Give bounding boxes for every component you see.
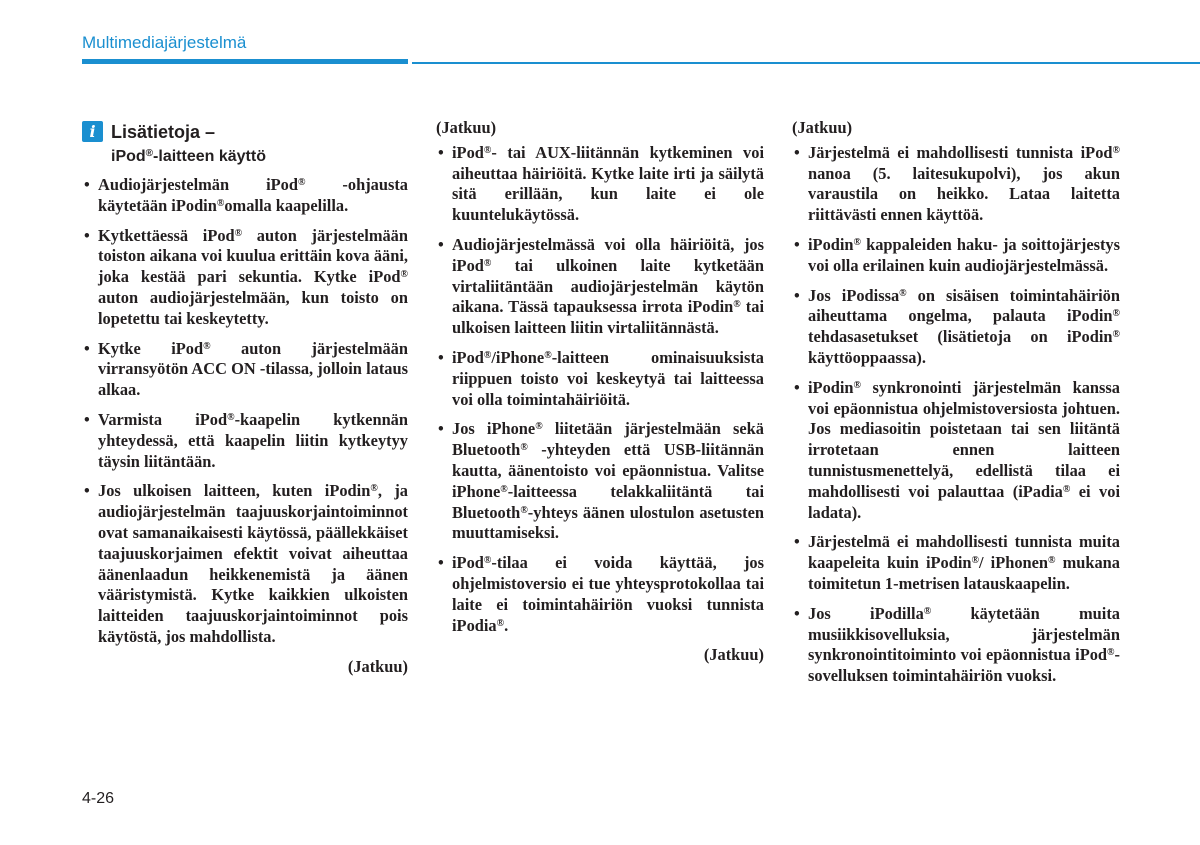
column-1 [82,118,408,678]
bullet-item: • Kytke iPod® auton järjestelmään virransyötön ACC ON -tilassa, jolloin lataus alkaa. [82,339,408,401]
bullet-list [436,143,764,637]
continued-label: (Jatkuu) [347,656,408,676]
bullet-item: • Jos iPodilla® käytetään muita musiikkisovelluksia, järjestelmän synkronointitoiminto voi epäonnistua iPod®-sovelluksen toimintahäiriön vuoksi. [792,604,1120,687]
bullet-item: • iPod®- tai AUX-liitännän kytkeminen voi aiheuttaa häiriöitä. Kytke laite irti ja säilytä sitä erillään, kun laite ei ole kuuntelukäytössä. [436,143,764,226]
header-rule-thick [82,59,408,64]
bullet-item: • iPodin® kappaleiden haku- ja soittojärjestys voi olla erilainen kuin audiojärjestelmässä. [792,235,1120,277]
bullet-list [792,143,1120,687]
section-title: Multimediajärjestelmä [82,33,247,52]
bullet-item: • iPod®/iPhone®-laitteen ominaisuuksista riippuen toisto voi keskeytyä tai laitteessa voi olla toimintahäiriöitä. [436,348,764,410]
bullet-item: • Jos iPhone® liitetään järjestelmään sekä Bluetooth® -yhteyden että USB-liitännän kautta, äänentoisto voi epäonnistua. Valitse iPhone®-laitteessa telakkaliitäntä tai Bluetooth®-yhteys äänen ulostulon asetusten muuttamiseksi. [436,419,764,544]
bullet-item: • Audiojärjestelmässä voi olla häiriöitä, jos iPod® tai ulkoinen laite kytketään virtaliitäntään audiojärjestelmän käytön aikana. Tässä tapauksessa irrota iPodin® tai ulkoisen laitteen liitin virtaliitännästä. [436,235,764,339]
bullet-item: • Audiojärjestelmän iPod® -ohjausta käytetään iPodin®omalla kaapelilla. [82,175,408,217]
bullet-item: • Kytkettäessä iPod® auton järjestelmään toiston aikana voi kuulua erittäin kova ääni, joka kestää pari sekuntia. Kytke iPod® auton audiojärjestelmään, kun toisto on lopetettu tai keskeytetty. [82,226,408,330]
continued-label-top: (Jatkuu) [792,118,853,137]
bullet-item: • iPodin® synkronointi järjestelmän kanssa voi epäonnistua ohjelmistoversiosta johtuen. Jos mediasoitin poistetaan tai sen liitäntä irrotetaan ennen laitteen tunnistusmenettelyä, edellistä tilaa ei mahdollisesti voi palauttaa (iPadia® ei voi ladata). [792,378,1120,524]
info-subtitle: iPod®-laitteen käyttö [111,148,266,165]
continued-label: (Jatkuu) [703,645,764,665]
page-number: 4-26 [82,790,115,807]
bullet-item: • Jos ulkoisen laitteen, kuten iPodin®, ja audiojärjestelmän taajuuskorjaintoiminnot ovat samanaikaisesti käytössä, päällekkäiset taajuuskorjaimen efektit voivat aiheuttaa äänenlaadun heikkenemistä ja äänen vääristymistä. Kytke kaikkien ulkoisten laitteiden taajuuskorjaintoiminnot pois käytöstä, jos mahdollista. [82,481,408,647]
info-title: Lisätietoja – [111,122,216,142]
info-heading [82,118,408,143]
bullet-item: • Varmista iPod®-kaapelin kytkennän yhteydessä, että kaapelin liitin kytkeytyy täysin liitäntään. [82,410,408,472]
bullet-item: • Järjestelmä ei mahdollisesti tunnista iPod® nanoa (5. laitesukupolvi), jos akun varaustila on heikko. Lataa laitetta riittävästi ennen käyttöä. [792,143,1120,226]
header-rule-thin [412,62,1200,64]
bullet-list [82,175,408,648]
column-3 [792,118,1120,696]
continued-label-top: (Jatkuu) [436,118,497,137]
info-icon: i [82,121,103,142]
bullet-item: • Jos iPodissa® on sisäisen toimintahäiriön aiheuttama ongelma, palauta iPodin® tehdasasetukset (lisätietoja on iPodin® käyttöoppaassa). [792,286,1120,369]
column-2 [436,118,764,666]
bullet-item: • Järjestelmä ei mahdollisesti tunnista muita kaapeleita kuin iPodin®/ iPhonen® mukana toimitetun 1-metrisen latauskaapelin. [792,532,1120,594]
bullet-item: • iPod®-tilaa ei voida käyttää, jos ohjelmistoversio ei tue yhteysprotokollaa tai laite ei toimintahäiriön vuoksi tunnista iPodia®. [436,553,764,636]
